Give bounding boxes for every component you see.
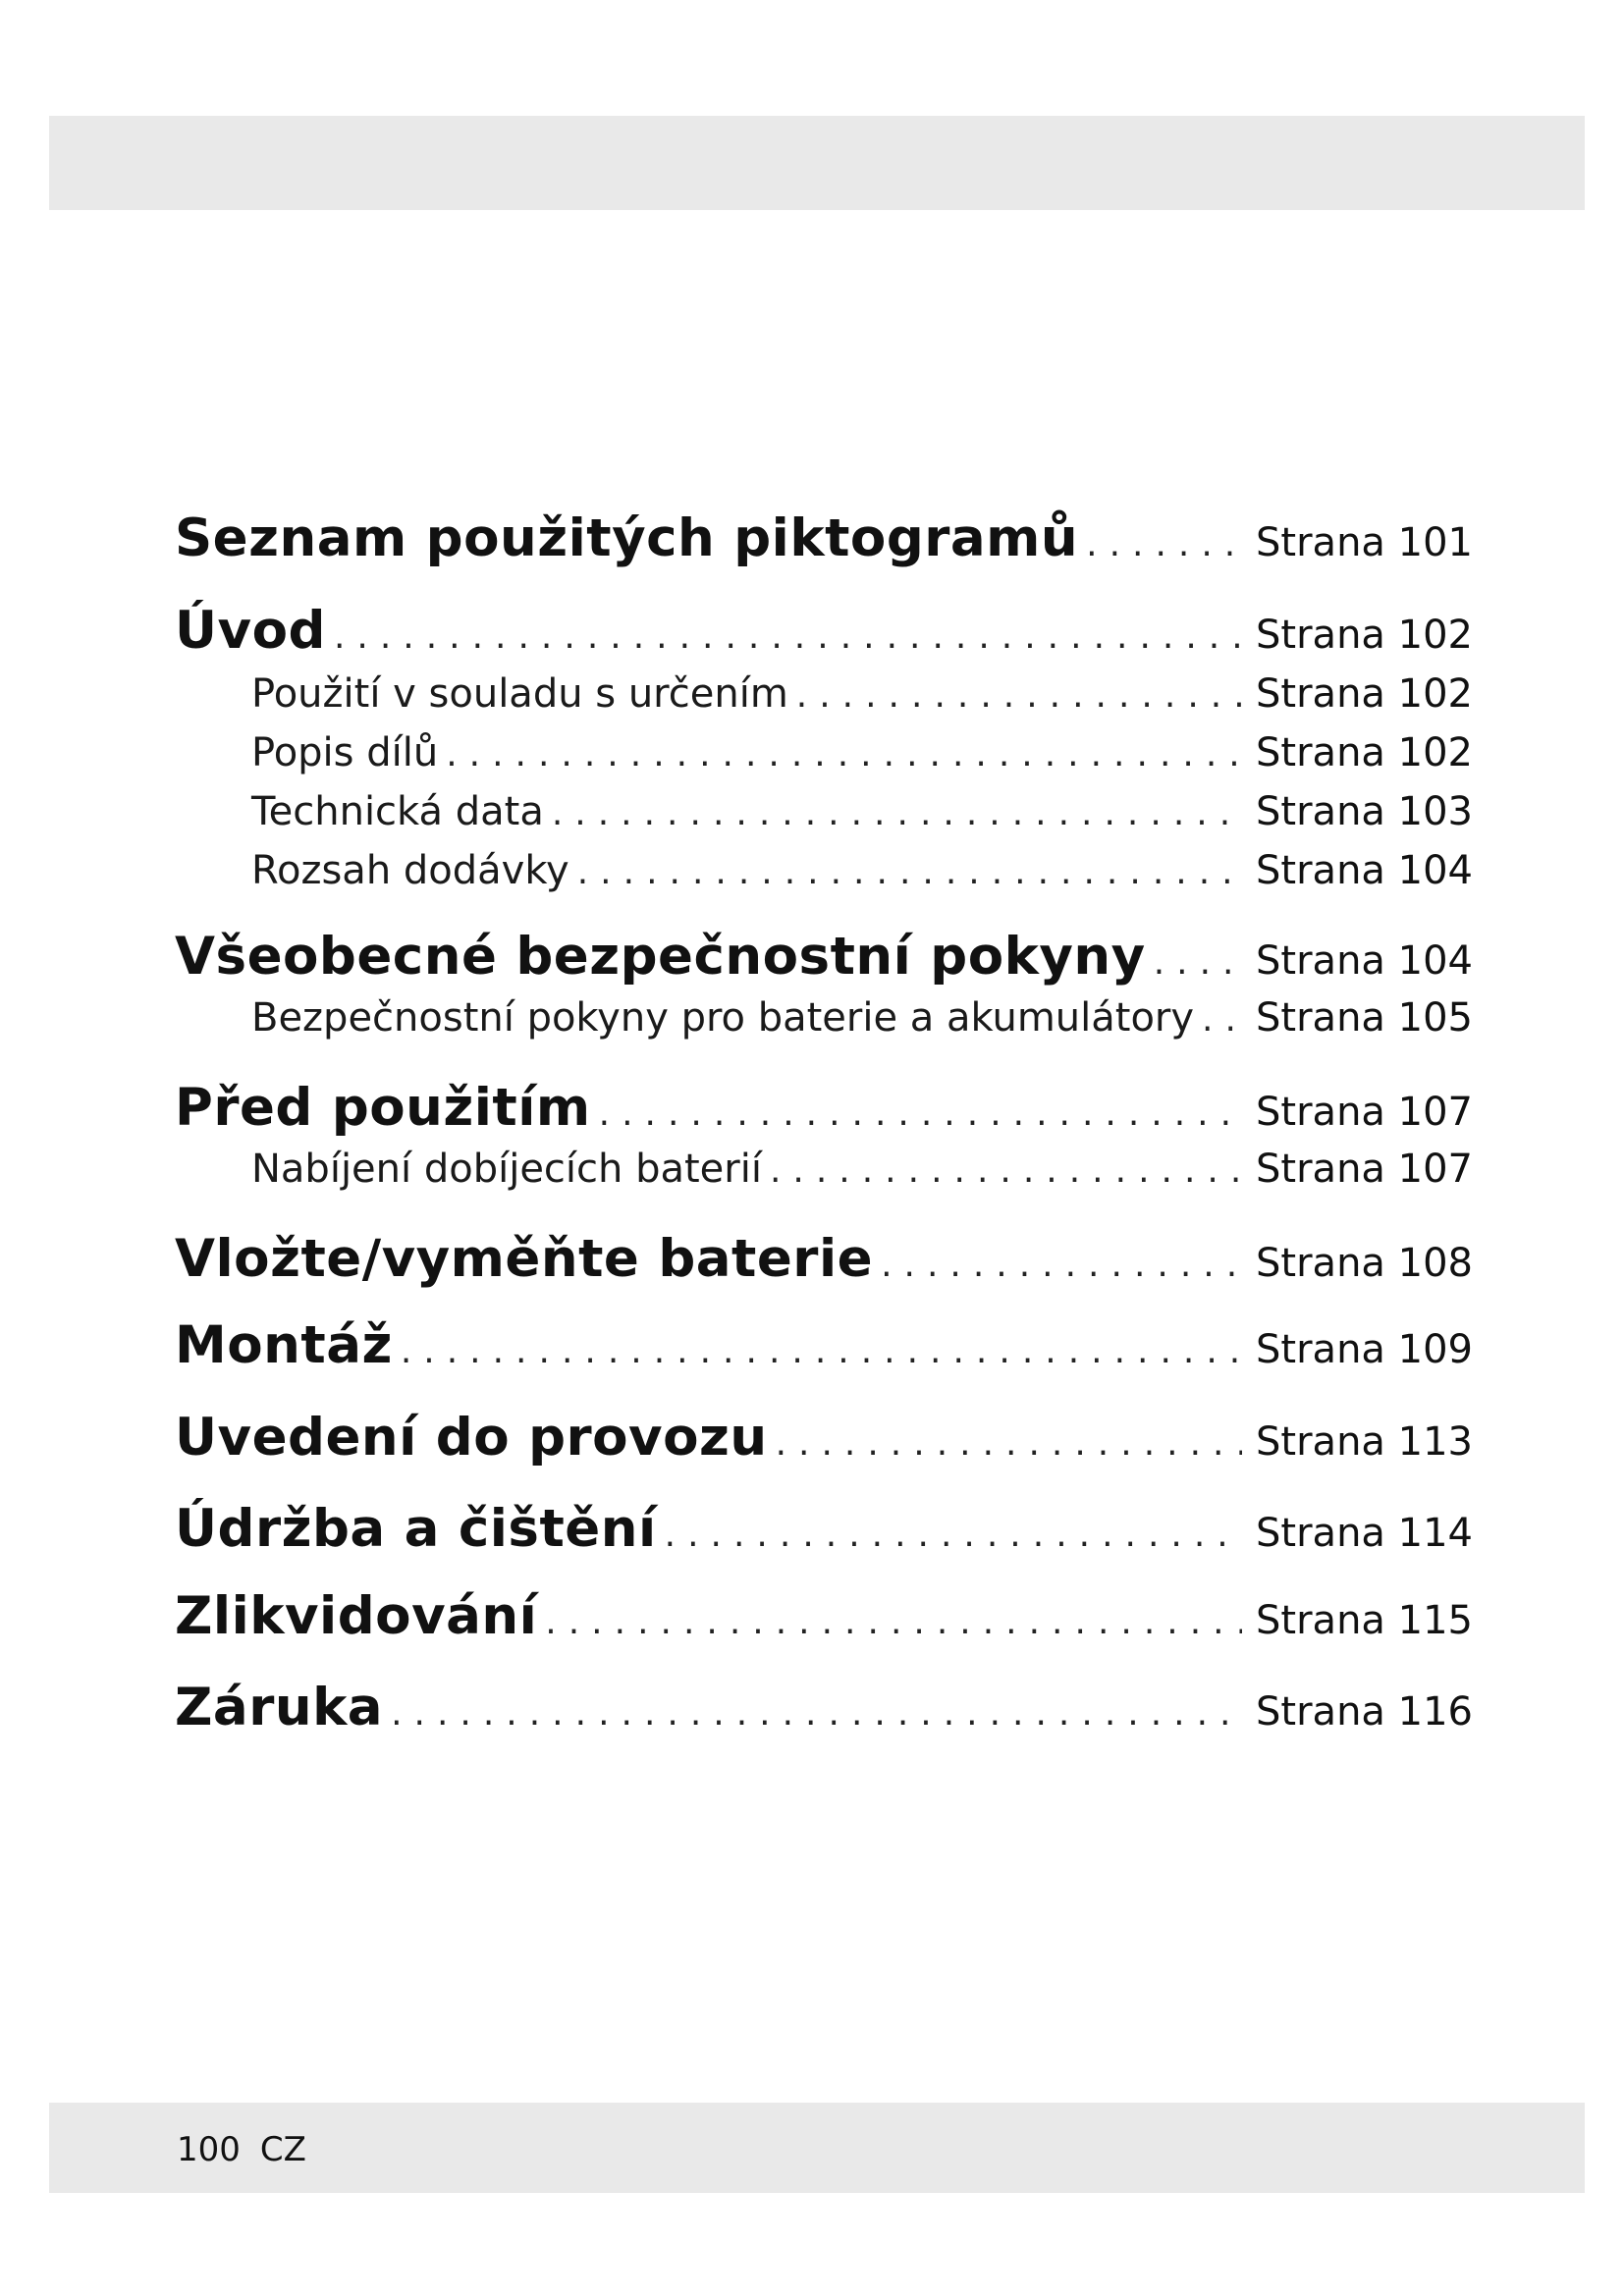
toc-entry-page: Strana 104: [1256, 938, 1473, 984]
toc-entry-page: Strana 114: [1256, 1511, 1473, 1556]
toc-entry-warranty[interactable]: [175, 1678, 1473, 1744]
dot-leader: [1086, 524, 1242, 564]
toc-entry-title: Zlikvidování: [175, 1586, 538, 1646]
dot-leader: [776, 1423, 1242, 1464]
toc-entry-parts-description[interactable]: [251, 730, 1473, 785]
dot-leader: [1202, 999, 1242, 1040]
toc-entry-battery-safety[interactable]: [251, 995, 1473, 1050]
toc-entry-title: Technická data: [251, 789, 544, 834]
toc-entry-page: Strana 113: [1256, 1419, 1473, 1465]
dot-leader: [577, 852, 1242, 892]
language-code: CZ: [259, 2130, 306, 2169]
toc-entry-page: Strana 107: [1256, 1090, 1473, 1135]
toc-entry-title: Popis dílů: [251, 730, 439, 775]
dot-leader: [391, 1693, 1242, 1734]
toc-entry-title: Montáž: [175, 1315, 393, 1375]
dot-leader: [665, 1515, 1242, 1555]
toc-entry-intended-use[interactable]: [251, 671, 1473, 726]
toc-entry-page: Strana 105: [1256, 995, 1473, 1041]
header-band: [49, 116, 1585, 210]
toc-entry-title: Před použitím: [175, 1078, 591, 1138]
toc-entry-title: Záruka: [175, 1678, 384, 1737]
toc-entry-charging-batteries[interactable]: [251, 1147, 1473, 1201]
toc-entry-title: Bezpečnostní pokyny pro baterie a akumulátory: [251, 995, 1195, 1041]
toc-entry-title: Nabíjení dobíjecích baterií: [251, 1147, 762, 1192]
dot-leader: [770, 1150, 1242, 1191]
dot-leader: [446, 734, 1242, 774]
toc-entry-disposal[interactable]: [175, 1586, 1473, 1653]
toc-entry-pictograms[interactable]: [175, 508, 1473, 575]
toc-entry-page: Strana 102: [1256, 730, 1473, 775]
toc-entry-title: Údržba a čištění: [175, 1499, 657, 1559]
toc-entry-page: Strana 102: [1256, 671, 1473, 717]
toc-entry-page: Strana 102: [1256, 613, 1473, 658]
toc-entry-insert-batteries[interactable]: [175, 1229, 1473, 1296]
toc-entry-commissioning[interactable]: [175, 1408, 1473, 1474]
dot-leader: [599, 1094, 1242, 1134]
dot-leader: [552, 793, 1242, 833]
toc-entry-assembly[interactable]: [175, 1315, 1473, 1382]
page-number: 100: [177, 2130, 241, 2169]
toc-entry-page: Strana 116: [1256, 1689, 1473, 1735]
toc-entry-title: Použití v souladu s určením: [251, 671, 788, 717]
dot-leader: [401, 1331, 1242, 1371]
toc-entry-title: Seznam použitých piktogramů: [175, 508, 1079, 568]
toc-entry-general-safety[interactable]: [175, 927, 1473, 993]
toc-entry-page: Strana 107: [1256, 1147, 1473, 1192]
toc-entry-maintenance[interactable]: [175, 1499, 1473, 1566]
toc-entry-page: Strana 115: [1256, 1598, 1473, 1643]
dot-leader: [881, 1245, 1242, 1285]
toc-entry-title: Uvedení do provozu: [175, 1408, 768, 1468]
toc-entry-page: Strana 104: [1256, 848, 1473, 893]
toc-entry-technical-data[interactable]: [251, 789, 1473, 844]
toc-entry-introduction[interactable]: [175, 601, 1473, 667]
toc-entry-title: Rozsah dodávky: [251, 848, 569, 893]
toc-entry-page: Strana 101: [1256, 520, 1473, 565]
toc-entry-scope-of-delivery[interactable]: [251, 848, 1473, 903]
dot-leader: [1154, 942, 1242, 983]
toc-entry-page: Strana 108: [1256, 1241, 1473, 1286]
toc-entry-page: Strana 103: [1256, 789, 1473, 834]
toc-entry-title: Úvod: [175, 601, 326, 661]
dot-leader: [796, 675, 1242, 716]
page-footer: [177, 2128, 306, 2171]
dot-leader: [545, 1602, 1242, 1642]
dot-leader: [334, 616, 1242, 657]
toc-entry-title: Vložte/vyměňte baterie: [175, 1229, 874, 1289]
toc-entry-title: Všeobecné bezpečnostní pokyny: [175, 927, 1146, 987]
toc-entry-before-use[interactable]: [175, 1078, 1473, 1145]
toc-entry-page: Strana 109: [1256, 1327, 1473, 1372]
